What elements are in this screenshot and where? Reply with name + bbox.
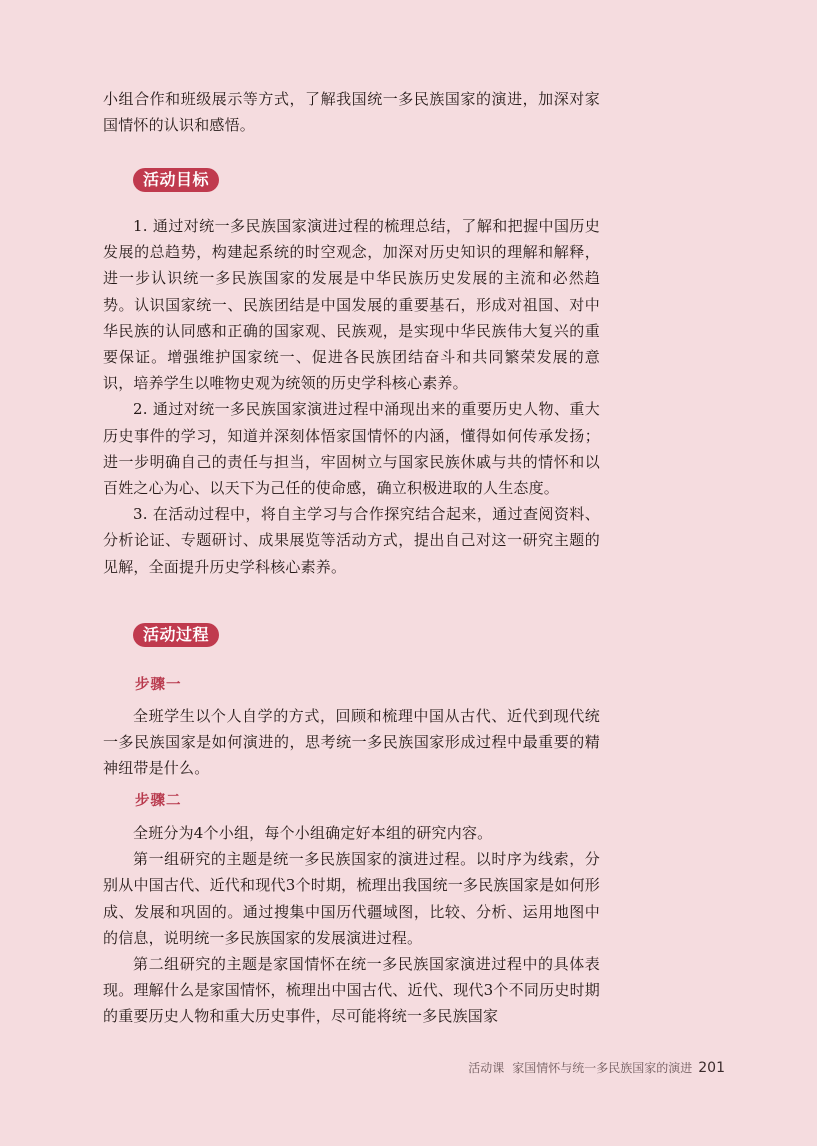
footer-section-label: 活动课 — [468, 1061, 505, 1075]
footer-lesson-title: 家国情怀与统一多民族国家的演进 — [512, 1061, 693, 1075]
section-title-process: 活动过程 — [133, 623, 219, 647]
step-two-label: 步骤二 — [135, 793, 182, 809]
page-number: 201 — [698, 1060, 725, 1076]
page-footer — [468, 1059, 725, 1076]
step-two-paragraph-2: 第一组研究的主题是统一多民族国家的演进过程。以时序为线索，分别从中国古代、近代和现代3个时期，梳理出我国统一多民族国家是如何形成、发展和巩固的。通过搜集中国历代疆域图，比较、分析、运用地图中的信息，说明统一多民族国家的发展演进过程。 — [103, 850, 600, 947]
section-title-goals: 活动目标 — [133, 168, 219, 192]
goal-paragraph-2: 2. 通过对统一多民族国家演进过程中涌现出来的重要历史人物、重大历史事件的学习，知道并深刻体悟家国情怀的内涵，懂得如何传承发扬；进一步明确自己的责任与担当，牢固树立与国家民族休戚与共的情怀和以百姓之心为心、以天下为己任的使命感，确立积极进取的人生态度。 — [103, 400, 600, 498]
intro-block — [103, 86, 600, 138]
goal-paragraph-3: 3. 在活动过程中，将自主学习与合作探究结合起来，通过查阅资料、分析论证、专题研讨、成果展览等活动方式，提出自己对这一研究主题的见解，全面提升历史学科核心素养。 — [103, 505, 600, 576]
step-one-block — [103, 703, 600, 782]
step-two-paragraph-1: 全班分为4个小组，每个小组确定好本组的研究内容。 — [133, 824, 493, 842]
step-two-block — [103, 820, 600, 1030]
intro-paragraph: 小组合作和班级展示等方式，了解我国统一多民族国家的演进，加深对家国情怀的认识和感悟。 — [103, 90, 600, 135]
step-one-paragraph: 全班学生以个人自学的方式，回顾和梳理中国从古代、近代到现代统一多民族国家是如何演进的，思考统一多民族国家形成过程中最重要的精神纽带是什么。 — [103, 707, 600, 778]
step-two-paragraph-3: 第二组研究的主题是家国情怀在统一多民族国家演进过程中的具体表现。理解什么是家国情怀，梳理出中国古代、近代、现代3个不同历史时期的重要历史人物和重大历史事件，尽可能将统一多民族国家 — [103, 955, 600, 1026]
goals-block — [103, 213, 600, 580]
goal-paragraph-1: 1. 通过对统一多民族国家演进过程的梳理总结，了解和把握中国历史发展的总趋势，构建起系统的时空观念，加深对历史知识的理解和解释，进一步认识统一多民族国家的发展是中华民族历史发展的主流和必然趋势。认识国家统一、民族团结是中国发展的重要基石，形成对祖国、对中华民族的认同感和正确的国家观、民族观，是实现中华民族伟大复兴的重要保证。增强维护国家统一、促进各民族团结奋斗和共同繁荣发展的意识，培养学生以唯物史观为统领的历史学科核心素养。 — [103, 217, 600, 393]
step-one-label: 步骤一 — [135, 677, 182, 693]
